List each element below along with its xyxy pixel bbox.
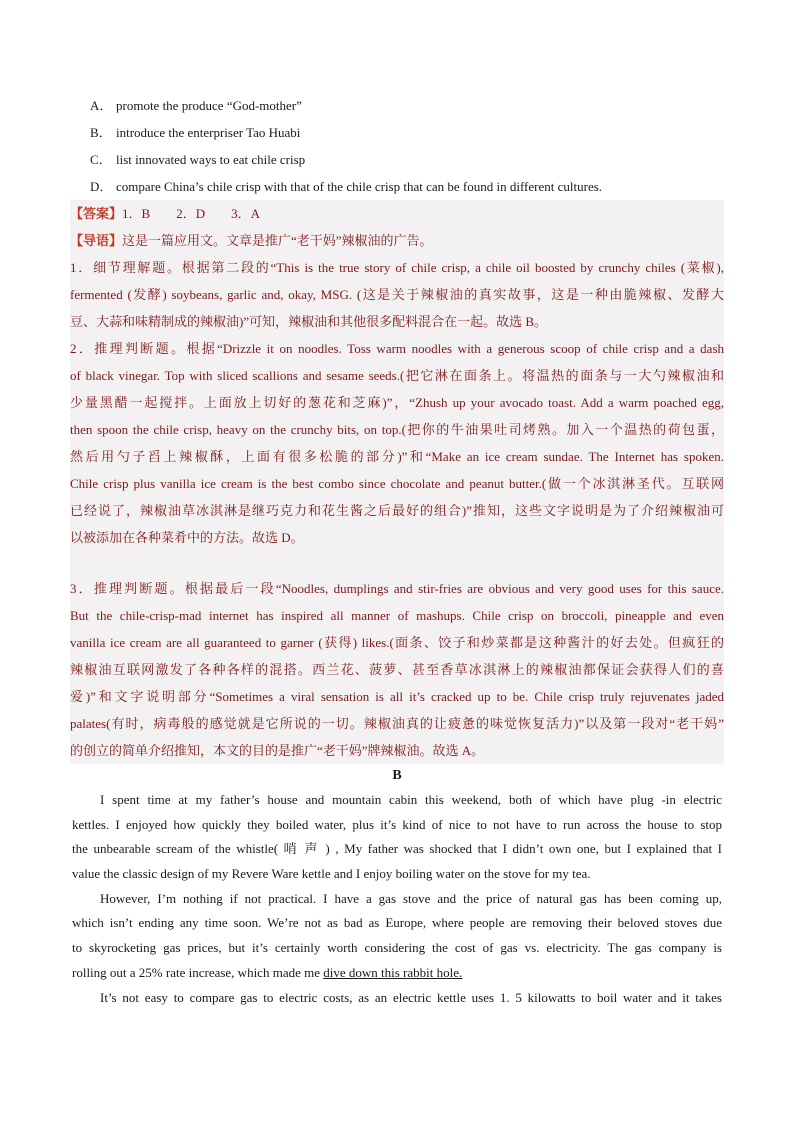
option-text: compare China’s chile crisp with that of the chile crisp that can be found in different cultures. xyxy=(116,179,603,194)
option-b xyxy=(90,119,730,146)
passage-line: value the classic design of my Revere Ware kettle and I enjoy boiling water on the stove for my tea. xyxy=(72,866,591,882)
option-letter: B． xyxy=(90,125,112,140)
explanation-line: But the chile-crisp-mad internet has inspired all manner of mashups. Chile crisp on broccoli, pineapple and even xyxy=(70,608,724,623)
answer-tag: 【答案】 xyxy=(70,206,123,221)
option-text: promote the produce “God-mother” xyxy=(116,98,302,113)
explanation-line: palates(有时，病毒般的感觉就是它所说的一切。辣椒油真的让疲惫的味觉恢复活力)”以及第一段对“老干妈” xyxy=(70,716,724,731)
explanation-line: then spoon the chile crisp, heavy on the crunchy bits, on top.(把你的牛油果吐司烤熟。加入一个温热的荷包蛋， xyxy=(70,422,724,437)
explanation-line: fermented (发酵) soybeans, garlic and, okay, MSG. (这是关于辣椒油的真实故事，这是一种由脆辣椒、发酵大 xyxy=(70,287,724,302)
answer-options xyxy=(90,92,730,200)
explanation-3 xyxy=(70,575,724,764)
passage-line: kettles. I enjoyed how quickly they boiled water, plus it’s kind of nice to not have to run across the house to stop xyxy=(72,816,722,832)
passage-paragraph-1 xyxy=(72,788,722,887)
answer-explanation-block xyxy=(70,200,724,764)
passage-line: which isn’t ending any time soon. We’re not as bad as Europe, where people are removing their beloved stoves due xyxy=(72,915,722,931)
option-letter: C． xyxy=(90,152,112,167)
explanation-line: 2．推理判断题。根据“Drizzle it on noodles. Toss warm noodles with a generous scoop of chile crisp and a dash xyxy=(70,341,724,356)
explanation-line: 辣椒油互联网激发了各种各样的混搭。西兰花、菠萝、甚至香草冰淇淋上的辣椒油都保证会获得人们的喜 xyxy=(70,662,724,677)
guide-line xyxy=(70,227,724,254)
section-title: B xyxy=(392,768,402,783)
reading-passage-b xyxy=(72,764,722,1010)
explanation-line: 3．推理判断题。根据最后一段“Noodles, dumplings and stir-fries are obvious and very good uses for this sauce. xyxy=(70,581,724,596)
answer-line xyxy=(70,200,724,227)
explanation-line: Chile crisp plus vanilla ice cream is the best combo since chocolate and peanut butter.(做一个冰淇淋圣代。互联网 xyxy=(70,476,724,491)
explanation-1 xyxy=(70,254,724,335)
passage-line: It’s not easy to compare gas to electric costs, as an electric kettle uses 1. 5 kilowatts to boil water and it takes xyxy=(100,989,722,1005)
explanation-2 xyxy=(70,335,724,551)
explanation-line: 1．细节理解题。根据第二段的“This is the true story of chile crisp, a chile oil boosted by crunchy chiles (菜椒), xyxy=(70,260,724,275)
passage-text: rolling out a 25% rate increase, which made me xyxy=(72,964,324,980)
option-text: list innovated ways to eat chile crisp xyxy=(116,152,306,167)
explanation-line: of black vinegar. Top with sliced scallions and sesame seeds.(把它淋在面条上。将温热的面条与一大勺辣椒油和 xyxy=(70,368,724,383)
explanation-line: 以被添加在各种菜肴中的方法。故选 D。 xyxy=(70,530,304,545)
option-d xyxy=(90,173,730,200)
explanation-line: 然后用勺子舀上辣椒酥，上面有很多松脆的部分)”和“Make an ice cream sundae. The Internet has spoken. xyxy=(70,449,724,464)
guide-tag: 【导语】 xyxy=(70,233,123,248)
explanation-line: 已经说了，辣椒油草冰淇淋是继巧克力和花生酱之后最好的组合)”推知，这些文字说明是为了介绍辣椒油可 xyxy=(70,503,724,518)
explanation-line: 的创立的简单介绍推知，本文的目的是推广“老干妈”牌辣椒油。故选 A。 xyxy=(70,743,485,758)
explanation-line: 豆、大蒜和味精制成的辣椒油)”可知，辣椒油和其他很多配料混合在一起。故选 B。 xyxy=(70,314,548,329)
answer-item: 3．A xyxy=(231,206,260,221)
option-text: introduce the enterpriser Tao Huabi xyxy=(116,125,301,140)
option-letter: D． xyxy=(90,179,113,194)
passage-line: However, I’m nothing if not practical. I have a gas stove and the price of natural gas has been coming up, xyxy=(100,890,722,906)
answer-item: 2．D xyxy=(176,206,206,221)
option-c xyxy=(90,146,730,173)
explanation-line: 少量黑醋一起搅拌。上面放上切好的葱花和芝麻)”，“Zhush up your avocado toast. Add a warm poached egg, xyxy=(70,395,724,410)
passage-line: the unbearable scream of the whistle( 哨 声 ) , My father was shocked that I didn’t own one, but I explained that I xyxy=(72,841,722,857)
explanation-line: vanilla ice cream are all guaranteed to garner (获得) likes.(面条、饺子和炒菜都是这种酱汁的好去处。但疯狂的 xyxy=(70,635,724,650)
option-a xyxy=(90,92,730,119)
passage-paragraph-3 xyxy=(72,986,722,1011)
passage-line xyxy=(72,961,722,986)
option-letter: A． xyxy=(90,98,113,113)
guide-text: 这是一篇应用文。文章是推广“老干妈”辣椒油的广告。 xyxy=(122,233,433,248)
underlined-phrase: dive down this rabbit hole. xyxy=(323,964,463,980)
passage-paragraph-2 xyxy=(72,887,722,986)
passage-line: I spent time at my father’s house and mountain cabin this weekend, both of which have plug -in electric xyxy=(100,792,722,807)
passage-line: to skyrocketing gas prices, but it’s certainly worth considering the cost of gas vs. electricity. The gas company is xyxy=(72,940,722,956)
answer-item: 1．B xyxy=(122,206,151,221)
explanation-line: 爱)”和文字说明部分“Sometimes a viral sensation is all it’s cracked up to be. Chile crisp truly rejuvenates jaded xyxy=(70,689,724,704)
